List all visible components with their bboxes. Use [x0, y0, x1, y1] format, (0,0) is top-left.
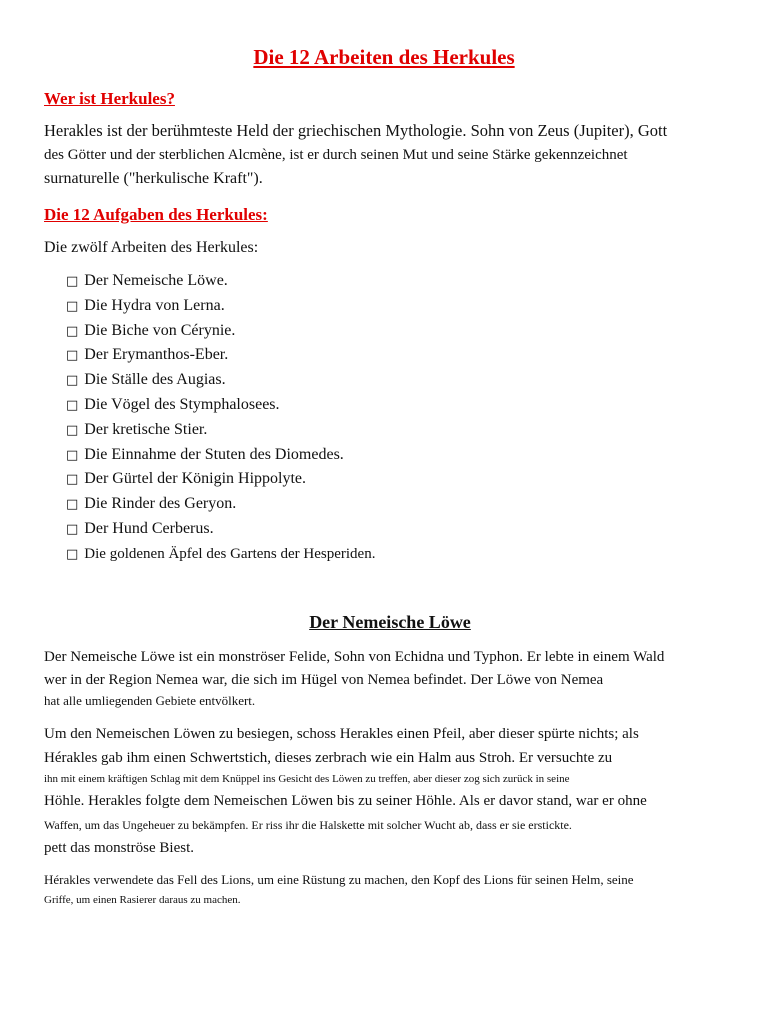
list-item: □ Der Nemeische Löwe.	[66, 272, 228, 289]
checkbox-bullet-icon: □	[66, 422, 79, 438]
paragraph-line: Der Nemeische Löwe ist ein monströser Felide, Sohn von Echidna und Typhon. Er lebte in einem Wald	[44, 649, 665, 665]
paragraph-line: Um den Nemeischen Löwen zu besiegen, schoss Herakles einen Pfeil, aber dieser spürte nichts; als	[44, 726, 639, 742]
checkbox-bullet-icon: □	[66, 323, 79, 339]
checkbox-bullet-icon: □	[66, 298, 79, 314]
list-item: □ Die Biche von Cérynie.	[66, 321, 236, 339]
checkbox-bullet-icon: □	[66, 521, 79, 537]
intro-line: des Götter und der sterblichen Alcmène, ist er durch seinen Mut und seine Stärke gekennzeichnet	[44, 147, 628, 163]
intro-line: surnaturelle ("herkulische Kraft").	[44, 170, 263, 187]
list-item: □ Die Rinder des Geryon.	[66, 495, 237, 513]
paragraph-line: ihn mit einem kräftigen Schlag mit dem Knüppel ins Gesicht des Löwen zu treffen, aber dieser zog sich zurück in seine	[44, 773, 570, 785]
lion-paragraph-2	[44, 722, 738, 861]
list-item: □ Die Vögel des Stymphalosees.	[66, 395, 280, 413]
checkbox-bullet-icon: □	[66, 447, 79, 463]
lion-paragraph-1	[44, 646, 738, 709]
list-item: □ Die Ställe des Augias.	[66, 371, 226, 389]
paragraph-line: Griffe, um einen Rasierer daraus zu machen.	[44, 894, 241, 906]
labors-list	[66, 269, 375, 567]
checkbox-bullet-icon: □	[66, 472, 79, 488]
checkbox-bullet-icon: □	[66, 348, 79, 364]
list-item: □ Die Einnahme der Stuten des Diomedes.	[66, 445, 344, 463]
document-title: Die 12 Arbeiten des Herkules	[253, 45, 515, 69]
lion-paragraph-3	[44, 868, 738, 909]
checkbox-bullet-icon: □	[66, 497, 79, 513]
section-heading-12-labors: Die 12 Aufgaben des Herkules:	[44, 205, 268, 224]
list-item: □ Der Gürtel der Königin Hippolyte.	[66, 470, 307, 488]
checkbox-bullet-icon: □	[66, 397, 79, 413]
list-item: □ Der Hund Cerberus.	[66, 519, 214, 537]
list-item: □ Der kretische Stier.	[66, 420, 208, 438]
paragraph-line: hat alle umliegenden Gebiete entvölkert.	[44, 693, 256, 708]
paragraph-line: wer in der Region Nemea war, die sich im Hügel von Nemea befindet. Der Löwe von Nemea	[44, 672, 604, 688]
checkbox-bullet-icon: □	[66, 546, 79, 562]
checkbox-bullet-icon: □	[66, 373, 79, 389]
list-intro: Die zwölf Arbeiten des Herkules:	[44, 239, 259, 256]
section-heading-nemean-lion: Der Nemeische Löwe	[309, 612, 471, 632]
list-item: □ Die Hydra von Lerna.	[66, 296, 225, 314]
paragraph-line: Höhle. Herakles folgte dem Nemeischen Löwen bis zu seiner Höhle. Als er davor stand, war er ohne	[44, 793, 647, 809]
section-heading-who-is-herkules: Wer ist Herkules?	[44, 89, 175, 108]
list-item: □ Die goldenen Äpfel des Gartens der Hesperiden.	[66, 545, 376, 562]
paragraph-line: Hérakles gab ihm einen Schwertstich, dieses zerbrach wie ein Halm aus Stroh. Er versuchte zu	[44, 750, 613, 766]
checkbox-bullet-icon: □	[66, 274, 79, 289]
paragraph-line: pett das monströse Biest.	[44, 840, 194, 856]
paragraph-line: Hérakles verwendete das Fell des Lions, um eine Rüstung zu machen, den Kopf des Lions für seinen Helm, seine	[44, 872, 634, 887]
paragraph-line: Waffen, um das Ungeheuer zu bekämpfen. Er riss ihr die Halskette mit solcher Wucht ab, dass er sie erstickte.	[44, 818, 572, 832]
list-item: □ Der Erymanthos-Eber.	[66, 346, 229, 364]
intro-line: Herakles ist der berühmteste Held der griechischen Mythologie. Sohn von Zeus (Jupiter), Gott	[44, 121, 668, 140]
intro-paragraph	[44, 119, 738, 191]
